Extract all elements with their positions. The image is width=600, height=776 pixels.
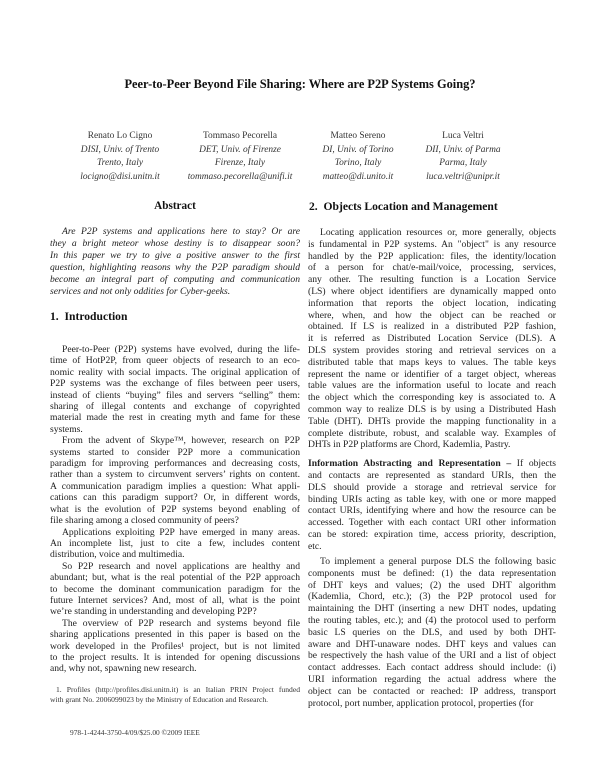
text-line: URI information regarding the actual address where the [308,673,556,685]
paragraph [50,685,300,705]
text-line: any other. The resulting function is a Location Service [308,274,556,286]
paragraph [50,618,300,675]
text-line: services and not only oddities for Cyber-geeks. [50,286,231,297]
text-line: binding URIs acting as table key, with one or more mapped [308,493,556,505]
paragraph [308,458,556,552]
author-affiliation: DII, Univ. of Parma [425,144,501,155]
paragraph [50,527,300,561]
text-line: Peer-to-Peer (P2P) systems have evolved, during the life- [62,344,300,355]
text-line: Table (DHT). DHTs provide the mapping functionality in a [308,415,556,427]
text-line: with grant No. 2006099023 by the Ministry of Education and Research. [50,695,269,704]
text-line: DLS system provides storing and retrieval services on a [308,344,556,356]
text-line: where, when, and how the object can be reached or [308,309,556,321]
text-line: can be stored: expiration time, access priority, description, [308,528,556,540]
text-line: of a person for chat/e-mail/voice, processing, services, [308,262,556,274]
text-line: future Internet services? And, most of all, what is the point [50,594,300,606]
text-line: The overview of P2P research and systems beyond file [62,617,300,629]
text-line: To implement a general purpose DLS the following basic [320,556,556,568]
text-line: of DHT keys and values; (2) the used DHT algorithm [308,579,556,591]
paper-title: Peer-to-Peer Beyond File Sharing: Where are P2P Systems Going? [124,77,476,91]
text-line: handled by the P2P application: files, the identity/location [308,250,556,262]
footnote [50,685,300,705]
author-block [175,130,305,184]
text-line: question, highlighting reasons why the P2P paradigm should [50,262,300,273]
text-line: table values are the information useful to locate and reach [308,380,556,392]
author-location: Trento, Italy [96,158,143,169]
section-2-text [308,227,556,709]
text-line: systems started to consider P2P more a communication [50,446,300,458]
paragraph [308,556,556,709]
text-line: instead of clients “buying” files and servers “selling” them: [50,389,300,401]
text-line: information that reports the object location, indicating [308,297,556,309]
author-location: Parma, Italy [439,158,487,169]
paragraph-run-in-heading: Information Abstracting and Representation – [308,458,512,470]
text-line: etc. [308,540,322,552]
text-line: paradigm for improving performances and decreasing costs, [50,458,300,470]
author-affiliation: DISI, Univ. of Trento [80,144,160,155]
paragraph [50,435,300,526]
text-line: complete distribute, robust, and scalable way. Examples of [308,427,556,439]
author-email[interactable]: locigno@disi.unitn.it [80,171,160,182]
text-line: to the project results. It is intended for opening discussions [50,651,300,663]
text-line: systems. [50,423,83,435]
author-name: Tommaso Pecorella [202,131,278,141]
text-line: become an integral part of computing and communication [50,274,300,285]
text-line: object can be contacted or reached: IP address, transport [308,685,556,697]
text-line: (LS) where object identifiers are dynamically mapped onto [308,285,556,297]
text-line: A communication paradigm implies a question: What appli- [50,480,300,492]
text-line: be respectively the hash value of the URI and a list of object [308,650,556,662]
text-line: So P2P research and novel applications are healthy and [62,560,300,572]
text-line: we’re standing in understanding and developing P2P? [50,606,257,618]
text-line: file sharing among a closed community of peers? [50,515,239,527]
abstract-heading: Abstract [154,200,196,212]
text-line: protocol, port number, application protocol, properties (for [308,697,534,709]
author-location: Torino, Italy [334,158,382,169]
text-line: material made the rest in creating myth and fame for these [50,412,300,424]
author-location: Firenze, Italy [214,158,266,169]
text-line: Are P2P systems and applications here to stay? Or are [62,226,300,237]
text-line: the object which the corresponding key is associated to. A [308,392,556,404]
author-affiliation: DI, Univ. of Torino [322,144,394,155]
author-name: Renato Lo Cigno [87,131,153,141]
text-line: common way to realize DLS is by using a Distributed Hash [308,403,556,415]
text-line: obtained. If LS is realized in a distributed P2P fashion, [308,321,556,333]
text-line: rather than a system to circumvent servers’ rights on content. [50,469,300,481]
text-line: and contacts are represented as standard URIs, then the [308,469,556,481]
text-line: An incomplete list, just to cite a few, includes content [50,537,300,549]
section-2-heading: 2. Objects Location and Management [309,200,498,213]
text-line: what is the evolution of P2P systems beyond enabling of [50,503,300,515]
paragraph [50,344,300,435]
text-line: DHTs in P2P platforms are Chord, Kademlia, Pastry. [308,439,511,451]
text-line: contact addresses. Each contact address should include: (i) [308,662,556,674]
text-line: Locating application resources or, more generally, objects [320,227,556,238]
text-line: In this paper we try to give a positive answer to the first [50,250,300,261]
paragraph [50,226,300,298]
text-line: they a bright meteor whose destiny is to disappear soon? [50,238,300,249]
text-line: work developed in the Profiles¹ project, but is not limited [50,640,300,652]
text-line: DLS should provide a storage and retrieval service for [308,481,556,493]
text-line: to become the dominant communication paradigm for the [50,583,300,595]
text-line: P2P systems was the exchange of files between peer users, [50,378,300,390]
author-name: Matteo Sereno [330,131,386,141]
text-line: 1. Profiles (http://profiles.disi.unitn.it) is an Italian PRIN Project funded [56,685,300,694]
paragraph [308,227,556,451]
text-line: cations can this paradigm support? Or, in different words, [50,492,300,504]
text-line: time of HotP2P, from queer objects of research to an eco- [50,355,300,367]
author-email[interactable]: tommaso.pecorella@unifi.it [187,171,293,182]
text-line: represent the name or identifier of a target object, whereas [308,368,556,380]
text-line: it is referred as Distributed Location Service (DLS). A [308,333,556,345]
author-affiliation: DET, Univ. of Firenze [199,144,281,155]
text-line: and, why not, spawning new research. [50,663,197,675]
text-line: accessed. Together with each contact URI other information [308,517,556,529]
author-name: Luca Veltri [442,131,484,141]
text-line: is fundamental in P2P systems. An "object" is any resource [308,238,556,250]
text-line: aware and DHT-unaware nodes. DHT keys and values can [308,638,556,650]
text-line: sharing of illegal contents and exchange of copyrighted [50,401,300,413]
paragraph [50,561,300,618]
text-line: nomic reality with social impacts. The original application of [50,366,300,378]
text-line: contact URIs, identifying where and how the resource can be [308,505,556,517]
introduction-heading: 1. Introduction [50,310,128,323]
text-line: basic LS queries on the DLS, and used by both DHT- [308,626,556,638]
text-line: distributed table that maps keys to values. The table keys [308,356,556,368]
author-block [55,130,185,184]
text-line: components must be defined: (1) the data representation [308,567,556,579]
text-line: the routing tables, etc.); and (4) the protocol used to perform [308,615,556,626]
author-block [398,130,528,184]
text-line: From the advent of Skype™, however, research on P2P [62,435,300,447]
author-email[interactable]: luca.veltri@unipr.it [426,171,500,182]
text-line: Information Abstracting and Representation – If objects [308,458,556,470]
text-line: Applications exploiting P2P have emerged in many areas. [62,526,300,538]
text-line: (Kademlia, Chord, etc.); (3) the P2P protocol used for [308,591,556,603]
abstract-text [50,226,300,298]
introduction-text [50,344,300,675]
text-line: maintaining the DHT (inserting a new DHT nodes, updating [308,603,556,615]
author-email[interactable]: matteo@di.unito.it [322,171,394,182]
isbn-copyright: 978-1-4244-3750-4/09/$25.00 ©2009 IEEE [70,728,200,737]
text-line: distribution, voice and multimedia. [50,549,185,561]
text-line: sharing applications presented in this paper is based on the [50,629,300,641]
text-line: abundant; but, what is the real potential of the P2P approach [50,572,300,584]
